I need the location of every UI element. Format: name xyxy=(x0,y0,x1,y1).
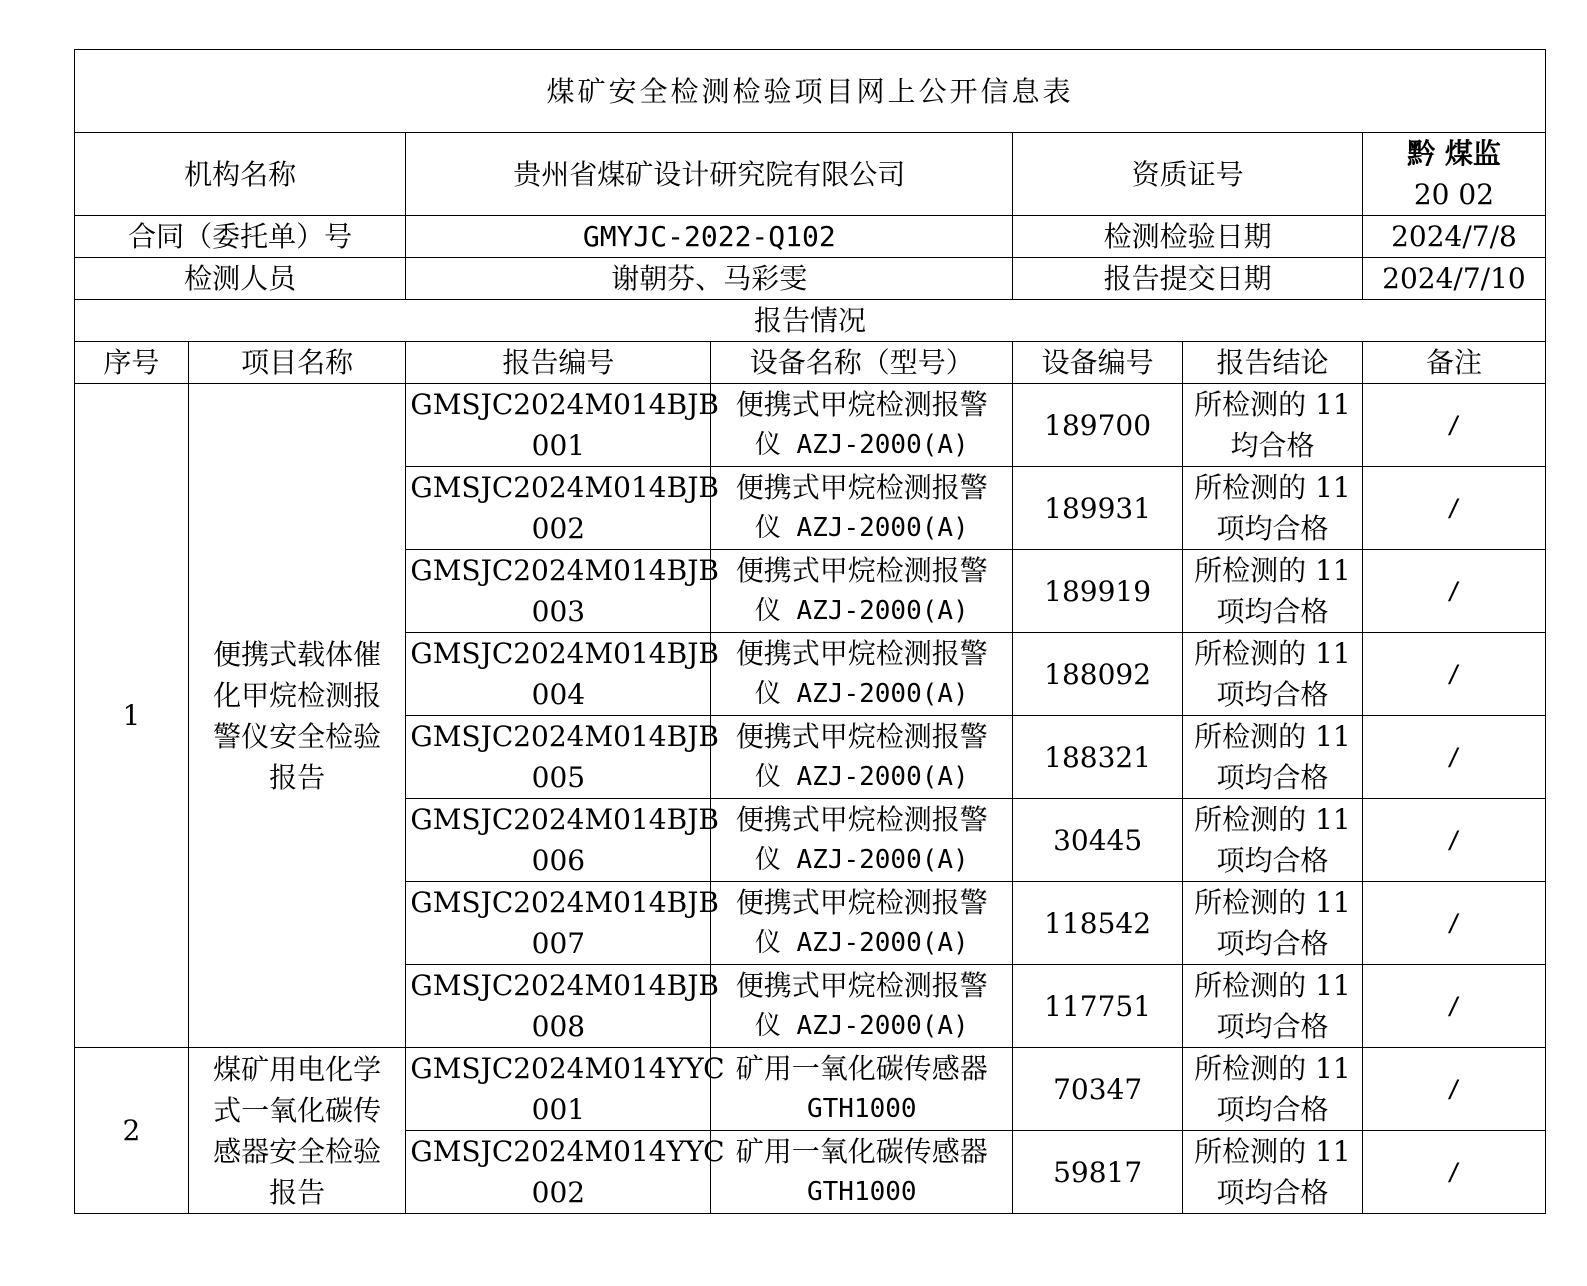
device-model-line2: 仪 AZJ-2000(A) xyxy=(754,762,969,792)
report-no-cell xyxy=(406,467,719,550)
report-no-line2: 001 xyxy=(531,429,586,462)
device-no-cell: 188092 xyxy=(1013,633,1183,716)
report-no-line2: 002 xyxy=(531,1176,586,1209)
device-name-cell xyxy=(711,799,1013,882)
contract-label: 合同（委托单）号 xyxy=(75,216,406,258)
test-date-label: 检测检验日期 xyxy=(1013,216,1363,258)
device-name-cell xyxy=(711,1131,1013,1214)
report-no-line1: GMSJC2024M014BJB xyxy=(410,388,719,421)
seq-cell: 2 xyxy=(75,1048,189,1214)
conclusion-cell xyxy=(1182,550,1362,633)
report-no-line2: 001 xyxy=(531,1093,586,1126)
report-no-line1: GMSJC2024M014BJB xyxy=(410,969,719,1002)
remark-cell: / xyxy=(1362,716,1545,799)
report-no-line2: 003 xyxy=(531,595,586,628)
conclusion-cell xyxy=(1182,716,1362,799)
project-name-cell: 便携式载体催化甲烷检测报警仪安全检验报告 xyxy=(188,384,406,1048)
conclusion-line2: 项均合格 xyxy=(1216,678,1329,711)
device-name-line1: 便携式甲烷检测报警 xyxy=(735,637,988,670)
col-device-name: 设备名称（型号） xyxy=(711,342,1013,384)
device-name-line1: 便携式甲烷检测报警 xyxy=(735,803,988,836)
report-no-cell xyxy=(406,384,719,467)
cert-value-line2: 20 02 xyxy=(1413,178,1495,211)
report-no-line1: GMSJC2024M014YYC xyxy=(410,1135,725,1168)
report-no-line2: 008 xyxy=(531,1010,586,1043)
report-no-cell xyxy=(406,716,719,799)
page-title: 煤矿安全检测检验项目网上公开信息表 xyxy=(75,50,1546,133)
conclusion-cell xyxy=(1182,384,1362,467)
device-no-cell: 188321 xyxy=(1013,716,1183,799)
conclusion-line1: 所检测的 11 xyxy=(1194,1052,1351,1085)
col-report-no: 报告编号 xyxy=(406,342,711,384)
submit-date-value: 2024/7/10 xyxy=(1362,258,1545,300)
device-model-line2: GTH1000 xyxy=(806,1177,917,1207)
device-no-cell: 117751 xyxy=(1013,965,1183,1048)
report-no-cell xyxy=(406,1048,725,1131)
conclusion-line1: 所检测的 11 xyxy=(1194,720,1351,753)
remark-cell: / xyxy=(1362,882,1545,965)
report-no-cell xyxy=(406,550,719,633)
conclusion-line1: 所检测的 11 xyxy=(1194,471,1351,504)
device-model-line2: 仪 AZJ-2000(A) xyxy=(754,679,969,709)
remark-cell: / xyxy=(1362,1048,1545,1131)
device-name-cell xyxy=(711,965,1013,1048)
device-name-cell xyxy=(711,716,1013,799)
report-no-line1: GMSJC2024M014BJB xyxy=(410,637,719,670)
device-name-line1: 便携式甲烷检测报警 xyxy=(735,886,988,919)
report-no-cell xyxy=(406,1131,725,1214)
org-label: 机构名称 xyxy=(75,133,406,216)
conclusion-line2: 项均合格 xyxy=(1216,927,1329,960)
device-no-cell: 189931 xyxy=(1013,467,1183,550)
device-model-line2: GTH1000 xyxy=(806,1094,917,1124)
device-no-cell: 189919 xyxy=(1013,550,1183,633)
seq-cell: 1 xyxy=(75,384,189,1048)
device-name-line1: 便携式甲烷检测报警 xyxy=(735,471,988,504)
column-header-row xyxy=(75,342,1546,384)
staff-label: 检测人员 xyxy=(75,258,406,300)
device-no-cell: 59817 xyxy=(1013,1131,1183,1214)
conclusion-cell xyxy=(1182,1131,1362,1214)
conclusion-cell xyxy=(1182,1048,1362,1131)
table-row xyxy=(75,1048,1546,1131)
device-name-cell xyxy=(711,1048,1013,1131)
contract-value: GMYJC-2022-Q102 xyxy=(406,216,1013,258)
info-disclosure-table xyxy=(74,49,1546,1214)
cert-value-line1: 黔 煤监 xyxy=(1407,137,1501,170)
conclusion-line2: 项均合格 xyxy=(1216,1010,1329,1043)
device-name-cell xyxy=(711,633,1013,716)
cert-label: 资质证号 xyxy=(1013,133,1363,216)
report-no-cell xyxy=(406,633,719,716)
conclusion-line1: 所检测的 11 xyxy=(1194,886,1351,919)
remark-cell: / xyxy=(1362,965,1545,1048)
conclusion-line2: 项均合格 xyxy=(1216,1176,1329,1209)
conclusion-line2: 项均合格 xyxy=(1216,595,1329,628)
staff-value: 谢朝芬、马彩雯 xyxy=(406,258,1013,300)
remark-cell: / xyxy=(1362,799,1545,882)
conclusion-cell xyxy=(1182,633,1362,716)
report-no-line1: GMSJC2024M014YYC xyxy=(410,1052,725,1085)
conclusion-line2: 项均合格 xyxy=(1216,761,1329,794)
conclusion-line2: 均合格 xyxy=(1230,429,1315,462)
conclusion-line1: 所检测的 11 xyxy=(1194,388,1351,421)
report-no-line2: 005 xyxy=(531,761,586,794)
device-model-line2: 仪 AZJ-2000(A) xyxy=(754,513,969,543)
test-date-value: 2024/7/8 xyxy=(1362,216,1545,258)
device-no-cell: 118542 xyxy=(1013,882,1183,965)
col-seq: 序号 xyxy=(75,342,189,384)
device-no-cell: 30445 xyxy=(1013,799,1183,882)
device-name-line1: 便携式甲烷检测报警 xyxy=(735,969,988,1002)
report-no-line2: 006 xyxy=(531,844,586,877)
report-no-cell xyxy=(406,965,719,1048)
device-model-line2: 仪 AZJ-2000(A) xyxy=(754,928,969,958)
conclusion-line1: 所检测的 11 xyxy=(1194,554,1351,587)
remark-cell: / xyxy=(1362,550,1545,633)
device-model-line2: 仪 AZJ-2000(A) xyxy=(754,430,969,460)
table-row xyxy=(75,384,1546,467)
report-no-line1: GMSJC2024M014BJB xyxy=(410,803,719,836)
conclusion-line1: 所检测的 11 xyxy=(1194,803,1351,836)
report-no-line1: GMSJC2024M014BJB xyxy=(410,886,719,919)
device-name-line1: 矿用一氧化碳传感器 xyxy=(735,1135,988,1168)
col-project: 项目名称 xyxy=(188,342,406,384)
device-name-cell xyxy=(711,550,1013,633)
device-model-line2: 仪 AZJ-2000(A) xyxy=(754,845,969,875)
report-no-line2: 002 xyxy=(531,512,586,545)
conclusion-cell xyxy=(1182,799,1362,882)
cert-value xyxy=(1362,133,1545,216)
org-value: 贵州省煤矿设计研究院有限公司 xyxy=(406,133,1013,216)
report-no-line1: GMSJC2024M014BJB xyxy=(410,720,719,753)
conclusion-line2: 项均合格 xyxy=(1216,844,1329,877)
conclusion-line2: 项均合格 xyxy=(1216,1093,1329,1126)
device-name-cell xyxy=(711,384,1013,467)
report-no-line1: GMSJC2024M014BJB xyxy=(410,471,719,504)
device-name-cell xyxy=(711,467,1013,550)
device-name-line1: 矿用一氧化碳传感器 xyxy=(735,1052,988,1085)
section-title: 报告情况 xyxy=(75,300,1546,342)
col-conclusion: 报告结论 xyxy=(1182,342,1362,384)
device-name-line1: 便携式甲烷检测报警 xyxy=(735,388,988,421)
report-no-line1: GMSJC2024M014BJB xyxy=(410,554,719,587)
device-name-line1: 便携式甲烷检测报警 xyxy=(735,720,988,753)
conclusion-line1: 所检测的 11 xyxy=(1194,969,1351,1002)
conclusion-cell xyxy=(1182,965,1362,1048)
report-no-line2: 004 xyxy=(531,678,586,711)
remark-cell: / xyxy=(1362,384,1545,467)
col-device-no: 设备编号 xyxy=(1013,342,1183,384)
conclusion-line1: 所检测的 11 xyxy=(1194,637,1351,670)
remark-cell: / xyxy=(1362,1131,1545,1214)
conclusion-line1: 所检测的 11 xyxy=(1194,1135,1351,1168)
remark-cell: / xyxy=(1362,633,1545,716)
device-model-line2: 仪 AZJ-2000(A) xyxy=(754,596,969,626)
report-no-cell xyxy=(406,882,719,965)
col-remark: 备注 xyxy=(1362,342,1545,384)
report-no-cell xyxy=(406,799,719,882)
submit-date-label: 报告提交日期 xyxy=(1013,258,1363,300)
remark-cell: / xyxy=(1362,467,1545,550)
conclusion-cell xyxy=(1182,882,1362,965)
project-name-cell: 煤矿用电化学式一氧化碳传感器安全检验报告 xyxy=(188,1048,406,1214)
conclusion-cell xyxy=(1182,467,1362,550)
device-name-cell xyxy=(711,882,1013,965)
conclusion-line2: 项均合格 xyxy=(1216,512,1329,545)
device-no-cell: 189700 xyxy=(1013,384,1183,467)
device-name-line1: 便携式甲烷检测报警 xyxy=(735,554,988,587)
device-no-cell: 70347 xyxy=(1013,1048,1183,1131)
report-no-line2: 007 xyxy=(531,927,586,960)
device-model-line2: 仪 AZJ-2000(A) xyxy=(754,1011,969,1041)
